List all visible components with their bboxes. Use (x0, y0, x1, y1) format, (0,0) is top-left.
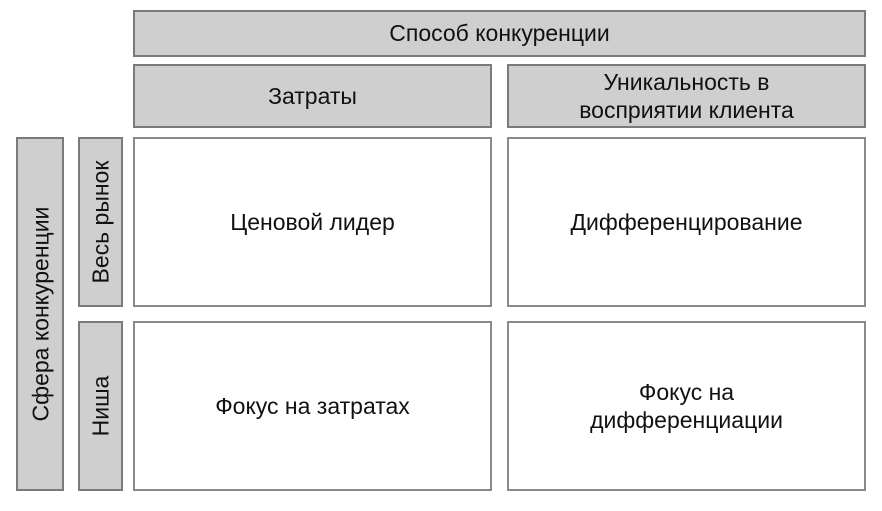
method-header-label: Способ конкуренции (389, 20, 610, 47)
column-header-uniqueness-label: Уникальность в восприятии клиента (579, 68, 794, 123)
row-header-niche (78, 321, 123, 491)
row-header-whole-market (78, 137, 123, 307)
scope-header (16, 137, 64, 491)
method-header (133, 10, 866, 57)
column-header-uniqueness (507, 64, 866, 128)
row-header-niche-label: Ниша (87, 375, 114, 437)
cell-differentiation-focus (507, 321, 866, 491)
column-header-costs (133, 64, 492, 128)
column-header-costs-label: Затраты (268, 82, 357, 109)
cell-cost-focus (133, 321, 492, 491)
cell-differentiation-focus-label: Фокус на дифференциации (590, 378, 783, 433)
row-header-whole-market-label: Весь рынок (87, 160, 114, 284)
scope-header-label: Сфера конкуренции (26, 206, 53, 422)
cell-cost-leader (133, 137, 492, 307)
cell-differentiation (507, 137, 866, 307)
cell-cost-focus-label: Фокус на затратах (215, 392, 410, 419)
cell-cost-leader-label: Ценовой лидер (230, 208, 395, 235)
cell-differentiation-label: Дифференцирование (570, 208, 803, 235)
